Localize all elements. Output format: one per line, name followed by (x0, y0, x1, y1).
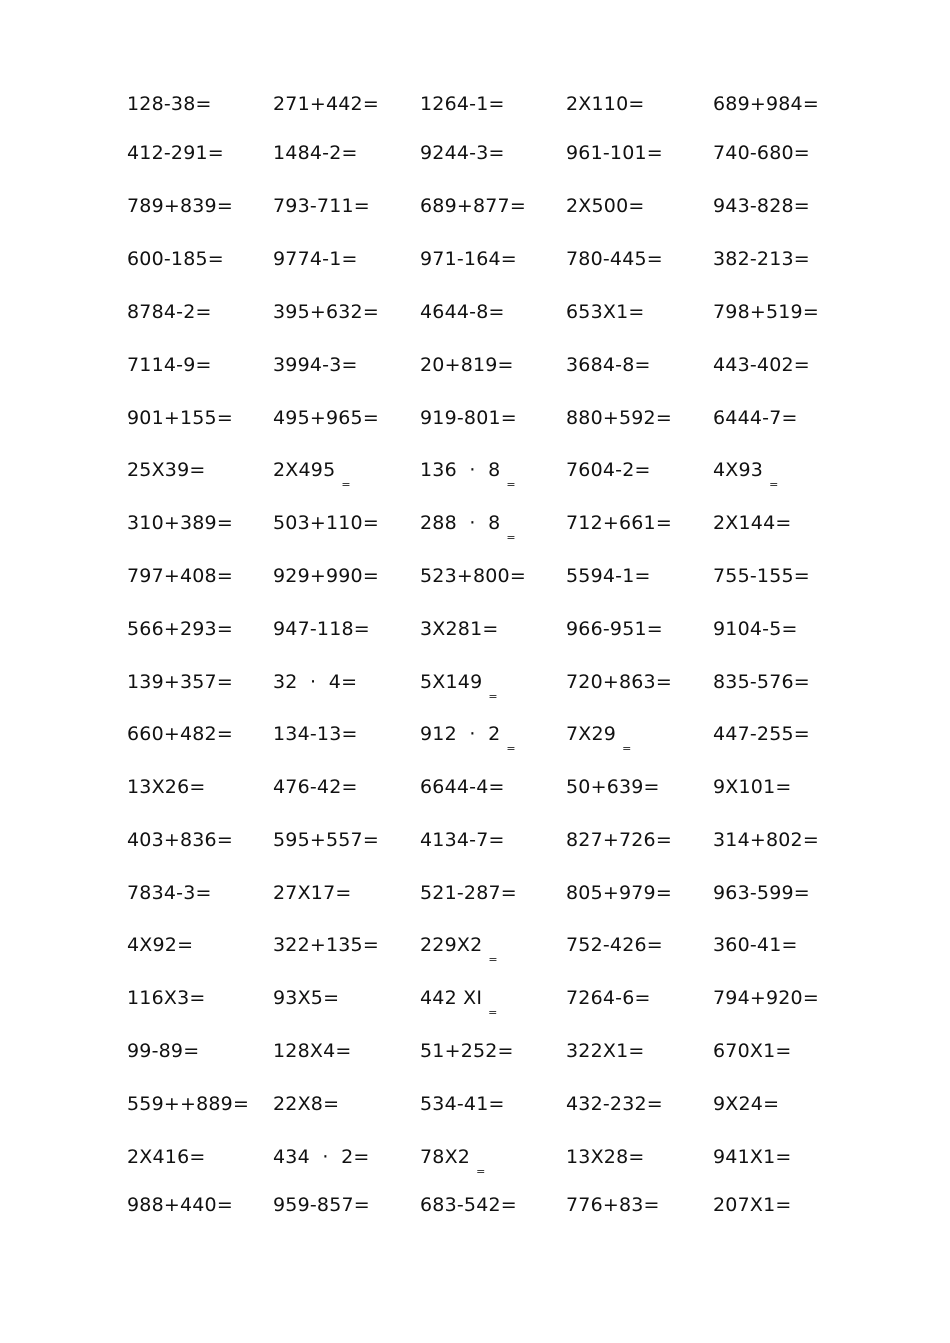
problem-row (0, 880, 950, 910)
problem-text: 943-828= (713, 195, 810, 217)
arithmetic-problem (127, 91, 212, 117)
problem-text: 755-155= (713, 565, 810, 587)
arithmetic-problem (566, 563, 651, 589)
problem-text: 288 · 8 (420, 512, 501, 534)
problem-text: 2X416= (127, 1146, 206, 1168)
arithmetic-problem (713, 669, 810, 695)
problem-row (0, 1091, 950, 1121)
arithmetic-problem (713, 193, 810, 219)
arithmetic-problem (273, 563, 379, 589)
arithmetic-problem (420, 405, 517, 431)
arithmetic-problem (713, 985, 819, 1011)
problem-text: 4X92= (127, 934, 194, 956)
problem-row (0, 510, 950, 544)
problem-row (0, 299, 950, 329)
problem-text: 207X1= (713, 1194, 792, 1216)
problem-text: 271+442= (273, 93, 379, 115)
problem-text: 25X39= (127, 459, 206, 481)
arithmetic-problem (713, 510, 792, 536)
small-equals-mark: = (476, 1165, 486, 1178)
problem-text: 7X29 (566, 723, 617, 745)
problem-text: 720+863= (566, 671, 672, 693)
problem-text: 476-42= (273, 776, 358, 798)
problem-text: 929+990= (273, 565, 379, 587)
arithmetic-problem (713, 932, 798, 958)
problem-text: 7114-9= (127, 354, 212, 376)
problem-text: 447-255= (713, 723, 810, 745)
problem-text: 912 · 2 (420, 723, 501, 745)
arithmetic-problem (420, 193, 526, 219)
problem-text: 2X500= (566, 195, 645, 217)
problem-row (0, 1038, 950, 1068)
small-equals-mark: = (622, 742, 632, 755)
arithmetic-problem (273, 932, 379, 958)
problem-text: 8784-2= (127, 301, 212, 323)
problem-text: 941X1= (713, 1146, 792, 1168)
arithmetic-problem (566, 669, 672, 695)
problem-text: 7264-6= (566, 987, 651, 1009)
arithmetic-problem (273, 985, 339, 1011)
arithmetic-problem (713, 721, 810, 747)
arithmetic-problem (273, 880, 352, 906)
arithmetic-problem (713, 457, 779, 491)
arithmetic-problem (420, 457, 516, 491)
arithmetic-problem (127, 246, 224, 272)
problem-text: 963-599= (713, 882, 810, 904)
problem-text: 794+920= (713, 987, 819, 1009)
problem-text: 7604-2= (566, 459, 651, 481)
problem-row (0, 140, 950, 170)
arithmetic-problem (273, 510, 379, 536)
arithmetic-problem (273, 140, 358, 166)
problem-row (0, 669, 950, 703)
arithmetic-problem (713, 246, 810, 272)
arithmetic-problem (127, 721, 233, 747)
small-equals-mark: = (488, 690, 498, 703)
arithmetic-problem (566, 1091, 663, 1117)
problem-text: 434 · 2= (273, 1146, 370, 1168)
arithmetic-problem (566, 457, 651, 483)
problem-text: 4X93 (713, 459, 764, 481)
arithmetic-problem (566, 1144, 645, 1170)
arithmetic-problem (420, 880, 517, 906)
problem-text: 13X26= (127, 776, 206, 798)
problem-text: 136 · 8 (420, 459, 501, 481)
problem-text: 50+639= (566, 776, 660, 798)
arithmetic-problem (566, 299, 645, 325)
arithmetic-problem (566, 193, 645, 219)
arithmetic-problem (127, 457, 206, 483)
arithmetic-problem (127, 932, 193, 958)
problem-text: 322X1= (566, 1040, 645, 1062)
problem-text: 670X1= (713, 1040, 792, 1062)
problem-row (0, 457, 950, 491)
arithmetic-problem (566, 1192, 660, 1218)
problem-text: 534-41= (420, 1093, 505, 1115)
arithmetic-problem (273, 616, 370, 642)
arithmetic-problem (420, 510, 516, 544)
problem-text: 128-38= (127, 93, 212, 115)
problem-row (0, 91, 950, 121)
problem-text: 128X4= (273, 1040, 352, 1062)
problem-text: 134-13= (273, 723, 358, 745)
problem-text: 503+110= (273, 512, 379, 534)
problem-text: 13X28= (566, 1146, 645, 1168)
problem-text: 653X1= (566, 301, 645, 323)
arithmetic-problem (566, 827, 672, 853)
problem-row (0, 774, 950, 804)
problem-text: 798+519= (713, 301, 819, 323)
arithmetic-problem (127, 669, 233, 695)
problem-text: 9104-5= (713, 618, 798, 640)
problem-text: 9X24= (713, 1093, 780, 1115)
problem-text: 6444-7= (713, 407, 798, 429)
problem-text: 3684-8= (566, 354, 651, 376)
problem-text: 789+839= (127, 195, 233, 217)
problem-text: 93X5= (273, 987, 340, 1009)
arithmetic-problem (713, 1038, 792, 1064)
problem-text: 971-164= (420, 248, 517, 270)
problem-text: 6644-4= (420, 776, 505, 798)
problem-text: 9774-1= (273, 248, 358, 270)
problem-text: 3994-3= (273, 354, 358, 376)
arithmetic-problem (273, 91, 379, 117)
problem-text: 51+252= (420, 1040, 514, 1062)
arithmetic-problem (273, 1144, 369, 1170)
problem-text: 442 XI (420, 987, 483, 1009)
problem-text: 740-680= (713, 142, 810, 164)
problem-text: 793-711= (273, 195, 370, 217)
problem-text: 797+408= (127, 565, 233, 587)
problem-row (0, 352, 950, 382)
problem-text: 559++889= (127, 1093, 250, 1115)
arithmetic-problem (127, 1091, 249, 1117)
problem-text: 229X2 (420, 934, 483, 956)
arithmetic-problem (420, 669, 498, 703)
arithmetic-problem (273, 669, 357, 695)
problem-text: 600-185= (127, 248, 224, 270)
problem-text: 139+357= (127, 671, 233, 693)
problem-text: 712+661= (566, 512, 672, 534)
arithmetic-problem (273, 827, 379, 853)
problem-text: 27X17= (273, 882, 352, 904)
problem-text: 395+632= (273, 301, 379, 323)
arithmetic-problem (127, 352, 212, 378)
arithmetic-problem (127, 510, 233, 536)
problem-text: 22X8= (273, 1093, 340, 1115)
arithmetic-problem (273, 457, 351, 491)
arithmetic-problem (420, 140, 505, 166)
arithmetic-problem (127, 1192, 233, 1218)
arithmetic-problem (713, 352, 810, 378)
problem-text: 99-89= (127, 1040, 200, 1062)
problem-text: 1264-1= (420, 93, 505, 115)
arithmetic-problem (273, 1192, 370, 1218)
arithmetic-problem (273, 246, 358, 272)
arithmetic-problem (566, 352, 651, 378)
problem-row (0, 405, 950, 435)
arithmetic-problem (127, 774, 206, 800)
problem-text: 432-232= (566, 1093, 663, 1115)
arithmetic-problem (566, 405, 672, 431)
problem-text: 595+557= (273, 829, 379, 851)
arithmetic-problem (273, 1091, 339, 1117)
problem-text: 683-542= (420, 1194, 517, 1216)
arithmetic-problem (127, 140, 224, 166)
problem-text: 443-402= (713, 354, 810, 376)
problem-text: 322+135= (273, 934, 379, 956)
arithmetic-problem (273, 774, 358, 800)
arithmetic-problem (127, 616, 233, 642)
arithmetic-problem (420, 1144, 486, 1178)
problem-text: 566+293= (127, 618, 233, 640)
problem-row (0, 563, 950, 593)
arithmetic-problem (127, 563, 233, 589)
problem-text: 521-287= (420, 882, 517, 904)
problem-text: 776+83= (566, 1194, 660, 1216)
problem-text: 495+965= (273, 407, 379, 429)
arithmetic-problem (420, 1038, 514, 1064)
arithmetic-problem (420, 299, 505, 325)
arithmetic-problem (566, 932, 663, 958)
arithmetic-problem (273, 352, 358, 378)
problem-row (0, 985, 950, 1019)
small-equals-mark: = (506, 478, 516, 491)
problem-row (0, 721, 950, 755)
arithmetic-problem (420, 563, 526, 589)
problem-text: 689+877= (420, 195, 526, 217)
arithmetic-problem (713, 405, 798, 431)
problem-text: 827+726= (566, 829, 672, 851)
problem-text: 4134-7= (420, 829, 505, 851)
arithmetic-problem (566, 1038, 645, 1064)
arithmetic-problem (566, 246, 663, 272)
problem-text: 880+592= (566, 407, 672, 429)
arithmetic-problem (127, 1144, 206, 1170)
arithmetic-problem (420, 1192, 517, 1218)
small-equals-mark: = (488, 1006, 498, 1019)
problem-text: 2X495 (273, 459, 336, 481)
arithmetic-problem (127, 985, 206, 1011)
problem-text: 116X3= (127, 987, 206, 1009)
problem-text: 20+819= (420, 354, 514, 376)
problem-text: 2X144= (713, 512, 792, 534)
arithmetic-problem (713, 880, 810, 906)
problem-text: 382-213= (713, 248, 810, 270)
arithmetic-problem (420, 352, 514, 378)
arithmetic-problem (127, 405, 233, 431)
problem-text: 7834-3= (127, 882, 212, 904)
problem-row (0, 932, 950, 966)
arithmetic-problem (566, 140, 663, 166)
arithmetic-problem (273, 299, 379, 325)
problem-text: 689+984= (713, 93, 819, 115)
arithmetic-problem (713, 616, 798, 642)
arithmetic-problem (273, 1038, 352, 1064)
problem-text: 961-101= (566, 142, 663, 164)
arithmetic-problem (566, 510, 672, 536)
problem-text: 412-291= (127, 142, 224, 164)
arithmetic-problem (566, 985, 651, 1011)
arithmetic-problem (420, 932, 498, 966)
problem-text: 3X281= (420, 618, 499, 640)
arithmetic-problem (127, 299, 212, 325)
problem-text: 9244-3= (420, 142, 505, 164)
problem-row (0, 827, 950, 857)
problem-text: 988+440= (127, 1194, 233, 1216)
problem-row (0, 1144, 950, 1178)
arithmetic-problem (713, 774, 792, 800)
arithmetic-problem (420, 721, 516, 755)
arithmetic-problem (420, 1091, 505, 1117)
small-equals-mark: = (341, 478, 351, 491)
problem-row (0, 246, 950, 276)
problem-text: 310+389= (127, 512, 233, 534)
small-equals-mark: = (506, 531, 516, 544)
problem-text: 9X101= (713, 776, 792, 798)
problem-text: 5594-1= (566, 565, 651, 587)
problem-text: 5X149 (420, 671, 483, 693)
problem-text: 966-951= (566, 618, 663, 640)
small-equals-mark: = (488, 953, 498, 966)
problem-text: 78X2 (420, 1146, 471, 1168)
arithmetic-problem (713, 140, 810, 166)
arithmetic-problem (420, 616, 499, 642)
problem-text: 901+155= (127, 407, 233, 429)
arithmetic-problem (273, 405, 379, 431)
arithmetic-problem (566, 880, 672, 906)
arithmetic-problem (420, 774, 505, 800)
problem-text: 835-576= (713, 671, 810, 693)
arithmetic-problem (273, 721, 358, 747)
arithmetic-problem (566, 91, 645, 117)
arithmetic-problem (713, 563, 810, 589)
problem-text: 752-426= (566, 934, 663, 956)
problem-text: 403+836= (127, 829, 233, 851)
problem-text: 805+979= (566, 882, 672, 904)
problem-row (0, 1192, 950, 1222)
problem-text: 947-118= (273, 618, 370, 640)
problem-text: 360-41= (713, 934, 798, 956)
arithmetic-problem (273, 193, 370, 219)
problem-row (0, 616, 950, 646)
problem-text: 1484-2= (273, 142, 358, 164)
problem-text: 314+802= (713, 829, 819, 851)
arithmetic-problem (127, 880, 212, 906)
arithmetic-problem (420, 246, 517, 272)
problem-text: 2X110= (566, 93, 645, 115)
problem-text: 919-801= (420, 407, 517, 429)
arithmetic-problem (713, 827, 819, 853)
arithmetic-problem (127, 1038, 199, 1064)
small-equals-mark: = (769, 478, 779, 491)
arithmetic-problem (713, 1091, 779, 1117)
problem-text: 959-857= (273, 1194, 370, 1216)
arithmetic-problem (127, 827, 233, 853)
problem-text: 523+800= (420, 565, 526, 587)
problem-text: 32 · 4= (273, 671, 358, 693)
arithmetic-problem (420, 827, 505, 853)
arithmetic-problem (420, 91, 505, 117)
arithmetic-problem (420, 985, 498, 1019)
arithmetic-problem (713, 299, 819, 325)
arithmetic-problem (566, 721, 632, 755)
arithmetic-problem (127, 193, 233, 219)
small-equals-mark: = (506, 742, 516, 755)
problem-row (0, 193, 950, 223)
arithmetic-problem (713, 1192, 792, 1218)
problem-text: 4644-8= (420, 301, 505, 323)
arithmetic-problem (713, 91, 819, 117)
arithmetic-problem (566, 774, 660, 800)
problem-text: 780-445= (566, 248, 663, 270)
arithmetic-problem (566, 616, 663, 642)
problem-text: 660+482= (127, 723, 233, 745)
arithmetic-problem (713, 1144, 792, 1170)
